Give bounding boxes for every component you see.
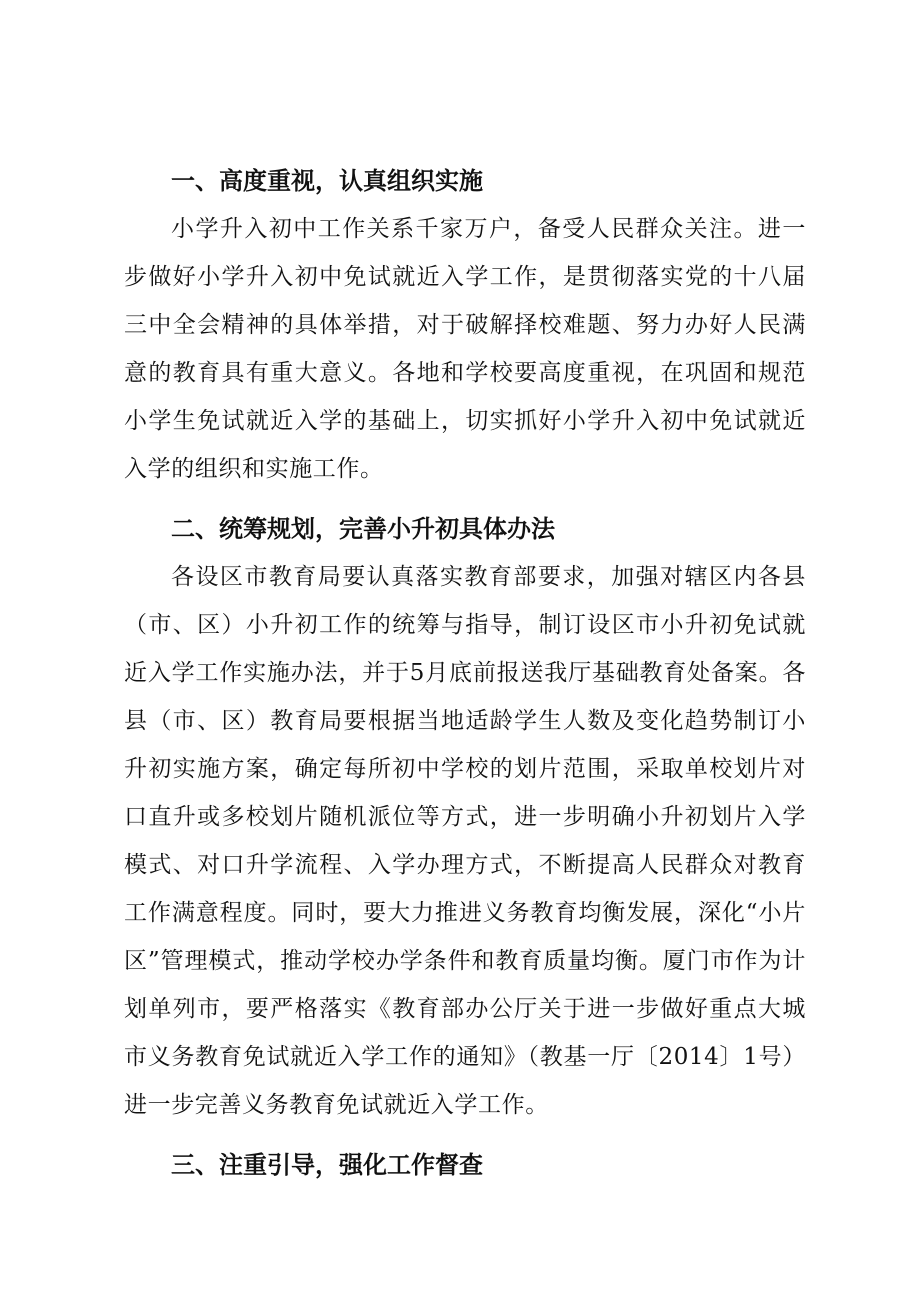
section-2-heading: 二、统筹规划，完善小升初具体办法 — [171, 515, 555, 543]
section-1-paragraph: 小学升入初中工作关系千家万户，备受人民群众关注。进一步做好小学升入初中免试就近入学工作，是贯彻落实党的十八届三中全会精神的具体举措，对于破解择校难题、努力办好人民满意的教育具有重大意义。各地和学校要高度重视，在巩固和规范小学生免试就近入学的基础上，切实抓好小学升入初中免试就近入学的组织和实施工作。 — [124, 216, 806, 482]
section-1 — [124, 157, 806, 493]
section-3-heading: 三、注重引导，强化工作督查 — [171, 1151, 483, 1179]
section-2 — [124, 505, 806, 1129]
section-3 — [124, 1141, 806, 1189]
section-1-heading: 一、高度重视，认真组织实施 — [171, 167, 483, 195]
section-2-paragraph: 各设区市教育局要认真落实教育部要求，加强对辖区内各县（市、区）小升初工作的统筹与指导，制订设区市小升初免试就近入学工作实施办法，并于5月底前报送我厅基础教育处备案。各县（市、区）教育局要根据当地适龄学生人数及变化趋势制订小升初实施方案，确定每所初中学校的划片范围，采取单校划片对口直升或多校划片随机派位等方式，进一步明确小升初划片入学模式、对口升学流程、入学办理方式，不断提高人民群众对教育工作满意程度。同时，要大力推进义务教育均衡发展，深化“小片区”管理模式，推动学校办学条件和教育质量均衡。厦门市作为计划单列市，要严格落实《教育部办公厅关于进一步做好重点大城市义务教育免试就近入学工作的通知》（教基一厅〔2014〕1号）进一步完善义务教育免试就近入学工作。 — [124, 564, 806, 1118]
document-body — [124, 157, 806, 1201]
